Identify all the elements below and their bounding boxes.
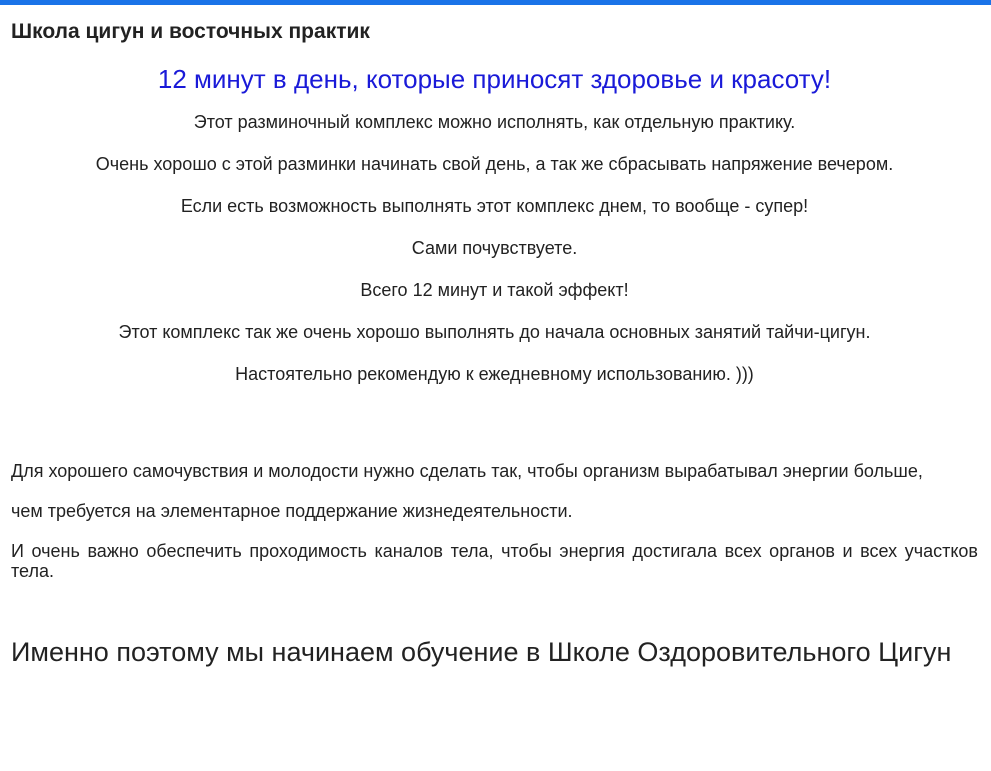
- intro-line: Всего 12 минут и такой эффект!: [360, 280, 629, 300]
- school-title: Школа цигун и восточных практик: [11, 20, 370, 43]
- body-paragraph: Для хорошего самочувствия и молодости нужно сделать так, чтобы организм вырабатывал энергии больше,: [11, 461, 923, 481]
- page-content: [11, 5, 978, 674]
- intro-line: Очень хорошо с этой разминки начинать свой день, а так же сбрасывать напряжение вечером.: [95, 154, 894, 174]
- intro-line: Настоятельно рекомендую к ежедневному использованию. ))): [235, 364, 754, 384]
- big-statement: Именно поэтому мы начинаем обучение в Школе Оздоровительного Цигун: [11, 637, 952, 667]
- headline: 12 минут в день, которые приносят здоровье и красоту!: [157, 64, 832, 94]
- intro-line: Этот разминочный комплекс можно исполнять, как отдельную практику.: [193, 112, 796, 132]
- intro-block: [11, 111, 978, 385]
- body-text-block: [11, 461, 978, 581]
- intro-line: Если есть возможность выполнять этот комплекс днем, то вообще - супер!: [180, 196, 809, 216]
- body-paragraph: И очень важно обеспечить проходимость каналов тела, чтобы энергия достигала всех органов и всех участков тела.: [11, 541, 978, 581]
- intro-line: Этот комплекс так же очень хорошо выполнять до начала основных занятий тайчи-цигун.: [118, 322, 871, 342]
- intro-line: Сами почувствуете.: [411, 238, 578, 258]
- body-paragraph: чем требуется на элементарное поддержание жизнедеятельности.: [11, 501, 573, 521]
